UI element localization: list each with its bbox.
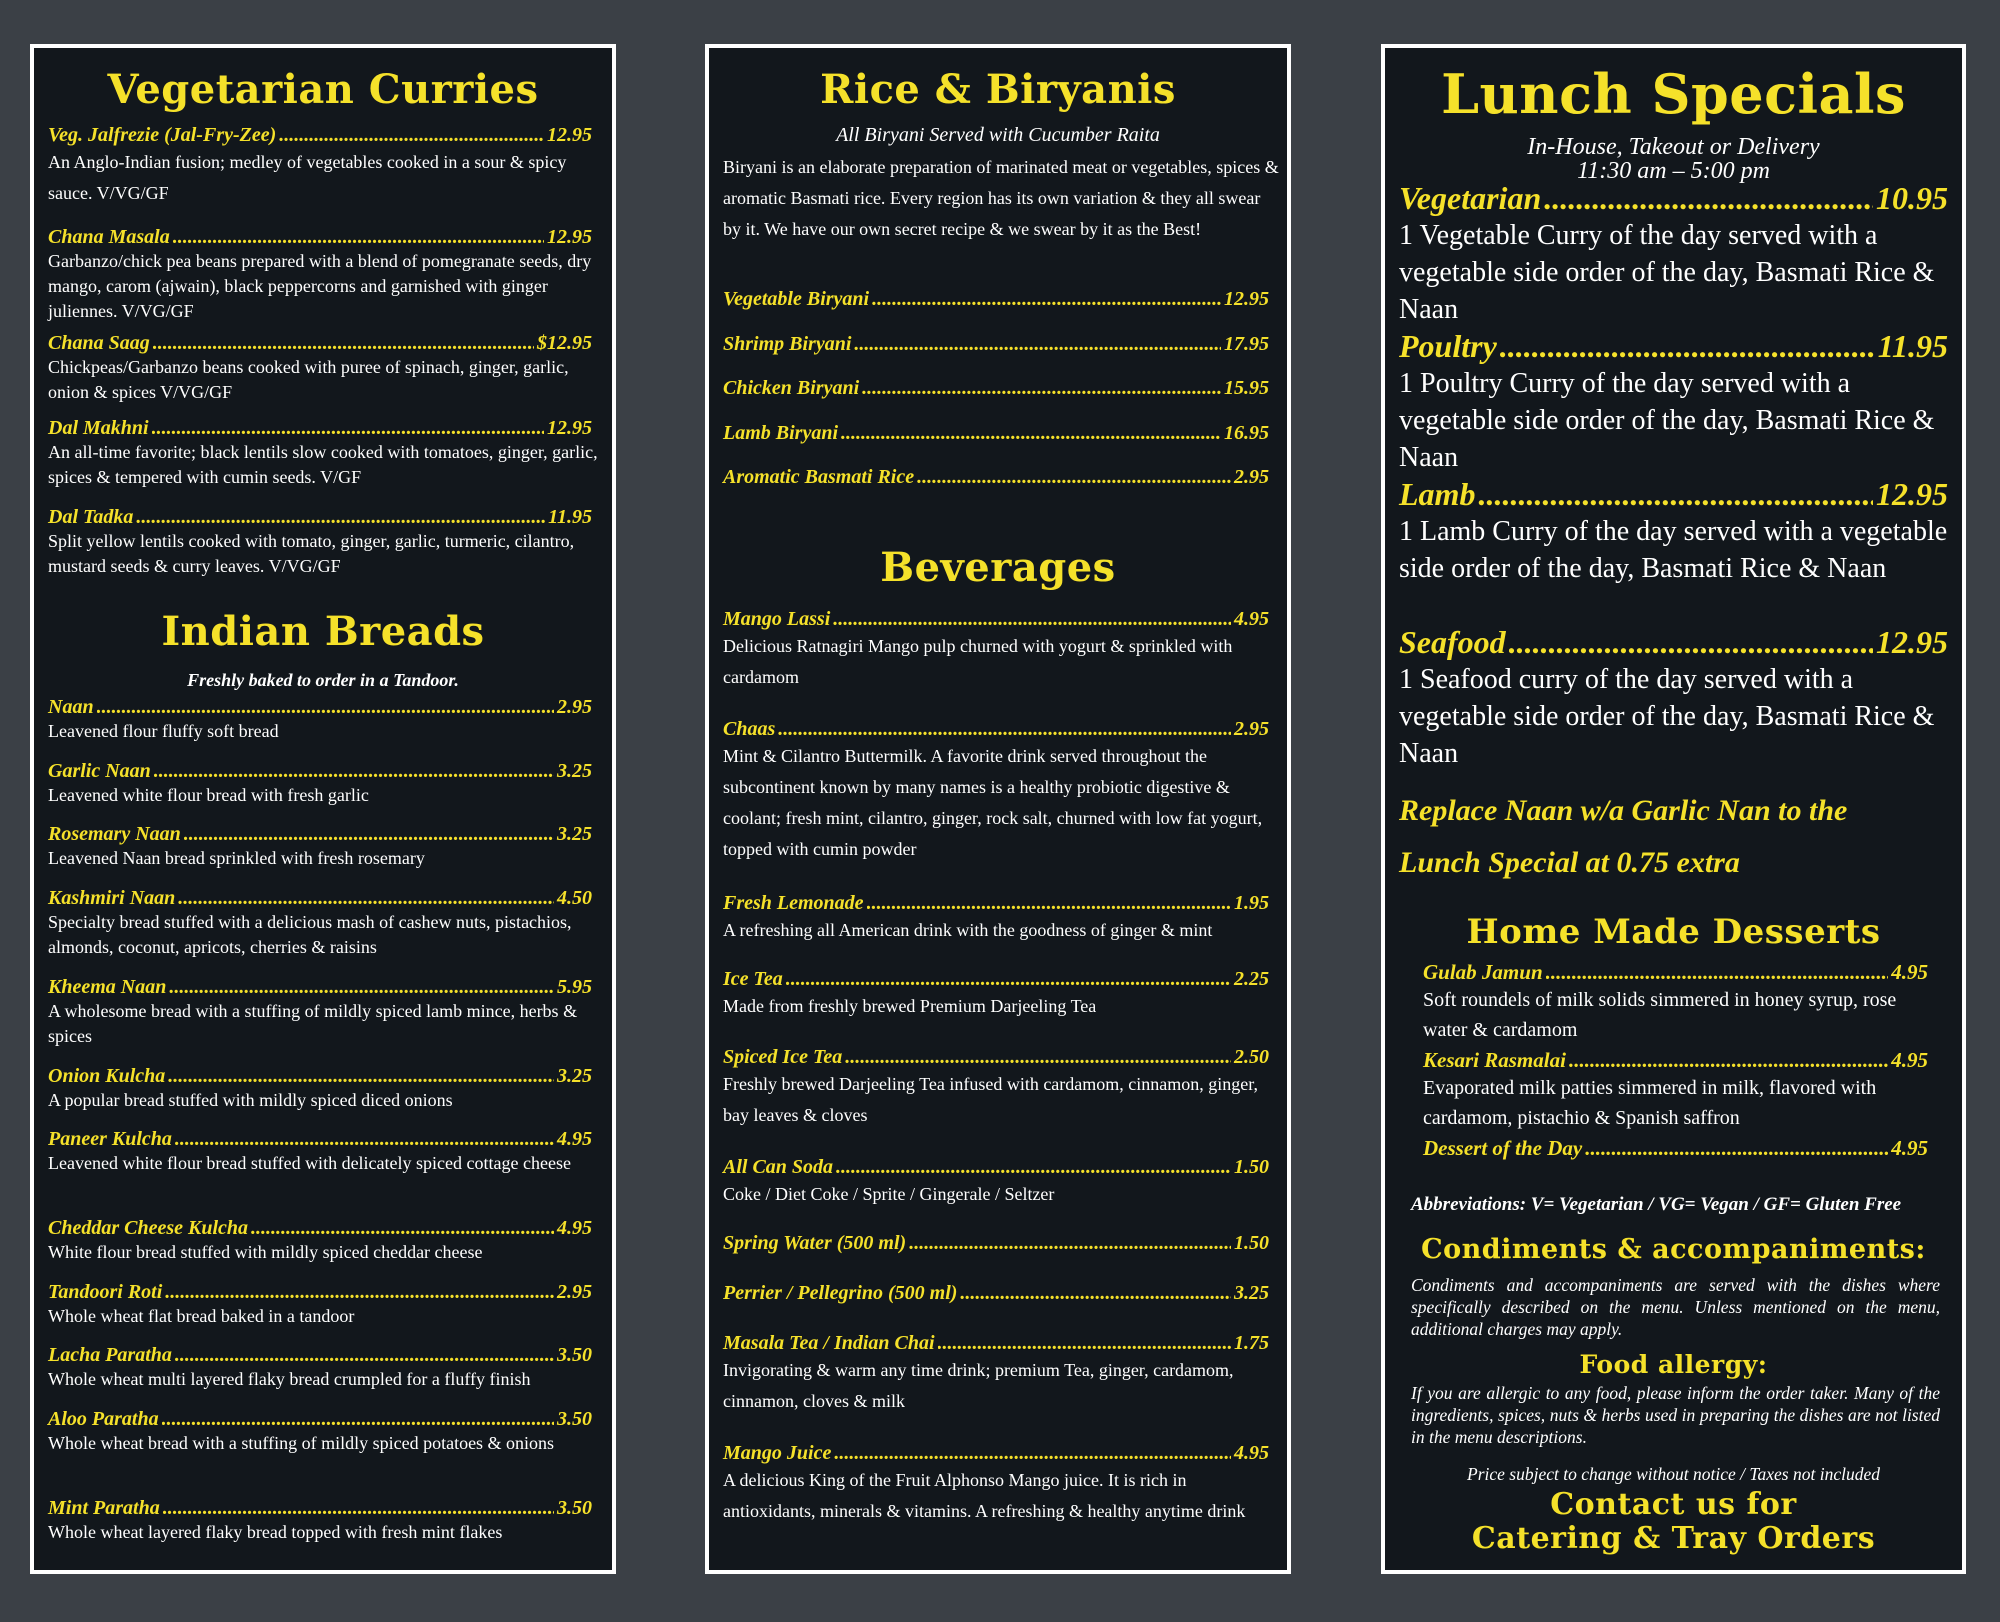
dot-leader [152,417,544,440]
menu-item-price: 3.50 [557,1497,592,1519]
menu-item-name: Mango Lassi [723,608,831,630]
menu-item-description: Coke / Diet Coke / Sprite / Gingerale / Seltzer [723,1184,1055,1204]
menu-item-header [1399,624,1948,661]
menu-item-header [48,823,592,846]
menu-item-price: 1.50 [1234,1156,1269,1178]
menu-item-name: Chicken Biryani [723,377,860,399]
dot-leader [153,332,534,355]
menu-item-description: Delicious Ratnagiri Mango pulp churned with yogurt & sprinkled with cardamom [723,636,1233,687]
menu-item-name: Chana Masala [48,226,170,248]
menu-item [48,506,592,579]
menu-item-price: 4.50 [557,887,592,909]
menu-item-price: 16.95 [1224,422,1269,444]
menu-item-price: 10.95 [1876,180,1948,216]
menu-item-name: Gulab Jamun [1423,960,1543,984]
menu-item [48,124,592,209]
menu-item-header [1423,1136,1928,1161]
menu-item-header [48,760,592,783]
menu-item [48,332,592,405]
menu-item-name: Spring Water (500 ml) [723,1232,907,1254]
menu-item [48,887,592,960]
menu-item-description: A popular bread stuffed with mildly spiced diced onions [48,1090,453,1110]
menu-item-price: 12.95 [547,124,592,146]
menu-item-price: 3.25 [1234,1282,1269,1304]
menu-item-price: 2.95 [557,696,592,718]
menu-item-name: Rosemary Naan [48,823,181,845]
menu-item-price: 2.95 [557,1281,592,1303]
menu-item-description: A delicious King of the Fruit Alphonso Mango juice. It is rich in antioxidants, minerals & vitamins. A refreshing & healthy anytime drink [723,1470,1246,1521]
menu-item-name: Naan [48,696,94,718]
menu-item-name: Tandoori Roti [48,1281,163,1303]
menu-item [723,422,1269,445]
menu-item-price: 4.95 [557,1217,592,1239]
menu-item [1399,476,1948,587]
menu-item [1423,1136,1928,1161]
menu-item-header [723,1442,1269,1465]
dot-leader [173,226,544,249]
menu-item-name: Dal Makhni [48,417,149,439]
menu-item-name: Masala Tea / Indian Chai [723,1332,935,1354]
menu-item-header [723,608,1269,631]
dot-leader [845,1046,1231,1069]
menu-item-price: 12.95 [1224,288,1269,310]
menu-item-name: Aromatic Basmati Rice [723,466,915,488]
menu-item [723,968,1269,1022]
menu-item-name: Dessert of the Day [1423,1136,1583,1160]
rice-heading: Rice & Biryanis [820,66,1176,113]
menu-item-description: An Anglo-Indian fusion; medley of vegetables cooked in a sour & spicy sauce. V/VG/GF [48,152,567,203]
menu-item-name: Lamb [1399,476,1476,512]
beverages-heading: Beverages [880,544,1116,591]
menu-item-header [48,1128,592,1151]
menu-item-description: Chickpeas/Garbanzo beans cooked with puree of spinach, ginger, garlic, onion & spices V/VG/GF [48,357,569,402]
menu-item [48,1128,592,1176]
menu-item [48,1344,592,1392]
menu-item-description: A refreshing all American drink with the goodness of ginger & mint [723,920,1213,940]
menu-item-description: Invigorating & warm any time drink; premium Tea, ginger, cardamom, cinnamon, cloves & milk [723,1360,1234,1411]
menu-item-header [48,887,592,910]
menu-item-header [723,288,1269,311]
dot-leader [163,1497,554,1520]
menu-item-price: 2.95 [1234,466,1269,488]
menu-item-header [723,377,1269,400]
menu-item-header [48,1065,592,1088]
menu-item-name: Mango Juice [723,1442,832,1464]
menu-item-description: Garbanzo/chick pea beans prepared with a blend of pomegranate seeds, dry mango, carom (ajwain), black peppercorns and garnished with ginger juliennes. V/VG/GF [48,251,592,321]
menu-item-name: Lamb Biryani [723,422,839,444]
menu-item-price: 4.95 [1234,608,1269,630]
dot-leader [178,887,554,910]
menu-item-description: Whole wheat layered flaky bread topped with fresh mint flakes [48,1522,503,1542]
menu-item-name: Chana Saag [48,332,150,354]
menu-item [48,696,592,744]
menu-item-name: Lacha Paratha [48,1344,172,1366]
menu-item-price: 2.95 [1234,718,1269,740]
menu-item-header [723,1156,1269,1179]
dot-leader [1544,180,1873,217]
menu-item-description: Mint & Cilantro Buttermilk. A favorite drink served throughout the subcontinent known by many names is a healthy probiotic digestive & coolant; fresh mint, cilantro, ginger, rock salt, churned with low fat yogurt, topped with cumin powder [723,746,1263,859]
menu-item-price: $12.95 [537,332,592,354]
menu-item [48,760,592,808]
menu-item-price: 11.95 [1877,328,1948,364]
menu-item-price: 1.75 [1234,1332,1269,1354]
menu-item-price: 4.95 [1891,1136,1928,1160]
menu-item-header [723,1232,1269,1255]
menu-item-header [723,466,1269,489]
menu-item-description: White flour bread stuffed with mildly spiced cheddar cheese [48,1242,483,1262]
menu-item-price: 11.95 [548,506,592,528]
menu-item-description: Freshly brewed Darjeeling Tea infused with cardamom, cinnamon, ginger, bay leaves & cloves [723,1074,1259,1125]
dot-leader [786,968,1231,991]
menu-item-header [1423,1048,1928,1073]
dot-leader [938,1332,1231,1355]
menu-item-name: Mint Paratha [48,1497,160,1519]
breads-heading: Indian Breads [161,608,485,655]
menu-item-description: Leavened Naan bread sprinkled with fresh rosemary [48,848,425,868]
menu-item-name: Onion Kulcha [48,1065,166,1087]
menu-item-header [48,332,592,355]
dot-leader [836,1156,1231,1179]
menu-item [48,976,592,1049]
menu-item-price: 3.25 [557,760,592,782]
allergy-heading: Food allergy: [1579,1350,1768,1379]
menu-item-price: 2.50 [1234,1046,1269,1068]
menu-item-name: Vegetarian [1399,180,1542,216]
menu-item-price: 15.95 [1224,377,1269,399]
dot-leader [862,377,1221,400]
menu-item-description: 1 Poultry Curry of the day served with a vegetable side order of the day, Basmati Rice & Naan [1399,368,1935,473]
menu-item [48,226,592,324]
abbreviations-note: Abbreviations: V= Vegetarian / VG= Vegan / GF= Gluten Free [1411,1194,1902,1215]
dot-leader [154,760,554,783]
menu-item [723,1046,1269,1131]
menu-item-header [48,976,592,999]
dot-leader [175,1128,554,1151]
menu-item [723,1332,1269,1417]
dot-leader [834,1442,1231,1465]
condiments-heading: Condiments & accompaniments: [1421,1234,1926,1265]
menu-item [723,288,1269,311]
dot-leader [162,1408,554,1431]
menu-item-name: Vegetable Biryani [723,288,870,310]
menu-item-description: 1 Lamb Curry of the day served with a vegetable side order of the day, Basmati Rice & Naan [1399,516,1948,584]
veg-curries-heading: Vegetarian Curries [107,66,539,113]
replace-naan-line-2: Lunch Special at 0.75 extra [1399,846,1740,879]
menu-item-name: Cheddar Cheese Kulcha [48,1217,249,1239]
menu-item-header [723,892,1269,915]
dot-leader [1585,1136,1888,1161]
menu-item-name: Kheema Naan [48,976,167,998]
menu-item [723,1282,1269,1305]
dot-leader [1569,1048,1888,1073]
menu-item-description: Made from freshly brewed Premium Darjeeling Tea [723,996,1097,1016]
menu-item-price: 2.25 [1234,968,1269,990]
menu-item-price: 3.25 [557,1065,592,1087]
menu-item-name: Paneer Kulcha [48,1128,172,1150]
menu-item [48,1497,592,1545]
menu-item [723,1442,1269,1527]
menu-item-header [48,124,592,147]
menu-item-price: 3.50 [557,1408,592,1430]
dot-leader [169,976,554,999]
menu-item [723,377,1269,400]
menu-item [1399,624,1948,772]
menu-item-description: Specialty bread stuffed with a delicious mash of cashew nuts, pistachios, almonds, coconut, apricots, cherries & raisins [48,912,572,957]
dot-leader [175,1344,554,1367]
menu-item [723,466,1269,489]
menu-item-price: 4.95 [557,1128,592,1150]
menu-item-header [723,1046,1269,1069]
menu-item-name: Shrimp Biryani [723,333,852,355]
menu-item [723,608,1269,693]
menu-item-description: Leavened white flour bread stuffed with delicately spiced cottage cheese [48,1153,571,1173]
menu-item-price: 3.50 [557,1344,592,1366]
menu-item [723,718,1269,865]
menu-item [1423,1048,1928,1133]
menu-item-header [48,1217,592,1240]
menu-item-price: 12.95 [1876,476,1948,512]
menu-item-price: 17.95 [1224,333,1269,355]
menu-item-header [48,226,592,249]
menu-item [1399,328,1948,476]
dot-leader [872,288,1221,311]
menu-item-price: 5.95 [557,976,592,998]
menu-item [48,823,592,871]
lunch-subtitle-1: In-House, Takeout or Delivery [1527,134,1820,160]
dot-leader [841,422,1221,445]
menu-item-price: 1.50 [1234,1232,1269,1254]
menu-item [1399,180,1948,328]
breads-subtitle: Freshly baked to order in a Tandoor. [187,670,459,690]
dot-leader [1546,960,1889,985]
menu-item-header [723,1282,1269,1305]
menu-item-header [723,718,1269,741]
menu-item-header [1399,328,1948,365]
dot-leader [1509,624,1873,661]
menu-item-header [1399,180,1948,217]
menu-item-header [1399,476,1948,513]
dot-leader [778,718,1231,741]
menu-item-description: Soft roundels of milk solids simmered in honey syrup, rose water & cardamom [1423,989,1897,1041]
dot-leader [165,1281,554,1304]
dot-leader [1500,328,1875,365]
contact-line-2: Catering & Tray Orders [1471,1521,1876,1556]
menu-panel-left [30,44,616,1574]
allergy-text: If you are allergic to any food, please inform the order taker. Many of the ingredients, spices, nuts & herbs used in preparing the dishes are not listed in the menu descriptions. [1411,1383,1940,1447]
menu-item-description: A wholesome bread with a stuffing of mildly spiced lamb mince, herbs & spices [48,1001,578,1046]
contact-line-1: Contact us for [1550,1487,1797,1522]
menu-panel-right [1381,44,1966,1574]
dot-leader [1478,476,1873,513]
menu-item-name: Spiced Ice Tea [723,1046,843,1068]
dot-leader [251,1217,554,1240]
menu-item-header [723,968,1269,991]
rice-subtitle: All Biryani Served with Cucumber Raita [836,124,1160,146]
menu-item-name: Ice Tea [723,968,783,990]
menu-item-header [48,1497,592,1520]
menu-item-name: Fresh Lemonade [723,892,864,914]
menu-item [48,1408,592,1456]
menu-item-header [1423,960,1928,985]
menu-item-name: Dal Tadka [48,506,134,528]
menu-item-price: 3.25 [557,823,592,845]
menu-item-name: Chaas [723,718,776,740]
dot-leader [279,124,544,147]
menu-item-header [723,1332,1269,1355]
menu-item-name: Poultry [1399,328,1497,364]
menu-item-header [48,1281,592,1304]
menu-item-header [48,417,592,440]
menu-item-description: Evaporated milk patties simmered in milk, flavored with cardamom, pistachio & Spanish saffron [1423,1077,1877,1129]
lunch-heading: Lunch Specials [1441,62,1906,126]
menu-item-price: 12.95 [547,417,592,439]
menu-item-name: Aloo Paratha [48,1408,159,1430]
dot-leader [184,823,554,846]
replace-naan-line-1: Replace Naan w/a Garlic Nan to the [1399,794,1848,827]
lunch-subtitle-2: 11:30 am – 5:00 pm [1577,158,1770,184]
menu-item [723,892,1269,946]
dot-leader [854,333,1221,356]
dot-leader [917,466,1231,489]
desserts-heading: Home Made Desserts [1466,912,1881,952]
dot-leader [867,892,1231,915]
dot-leader [136,506,545,529]
dot-leader [960,1282,1231,1305]
menu-panel-middle [705,44,1291,1574]
menu-item-price: 4.95 [1891,960,1928,984]
menu-item-price: 1.95 [1234,892,1269,914]
dot-leader [833,608,1231,631]
dot-leader [909,1232,1231,1255]
menu-item [1423,960,1928,1045]
menu-item-header [48,1408,592,1431]
menu-item-name: Kashmiri Naan [48,887,176,909]
menu-item [723,1156,1269,1210]
menu-item [723,1232,1269,1255]
menu-item-header [723,333,1269,356]
menu-item-name: Seafood [1399,624,1506,660]
menu-item-price: 4.95 [1891,1048,1928,1072]
menu-item-price: 12.95 [547,226,592,248]
menu-item-price: 12.95 [1876,624,1948,660]
menu-item-name: Kesari Rasmalai [1423,1048,1566,1072]
menu-item-name: Garlic Naan [48,760,151,782]
menu-item [48,1065,592,1113]
menu-item-header [48,506,592,529]
menu-item-description: An all-time favorite; black lentils slow cooked with tomatoes, ginger, garlic, spices & tempered with cumin seeds. V/GF [48,442,598,487]
menu-item-description: Leavened flour fluffy soft bread [48,721,279,741]
price-note: Price subject to change without notice / Taxes not included [1467,1464,1880,1484]
menu-item [48,1217,592,1265]
menu-item-description: 1 Vegetable Curry of the day served with a vegetable side order of the day, Basmati Rice & Naan [1399,220,1935,325]
menu-item [723,333,1269,356]
dot-leader [168,1065,554,1088]
menu-item [48,417,598,490]
menu-item-header [48,1344,592,1367]
menu-item-description: 1 Seafood curry of the day served with a vegetable side order of the day, Basmati Rice & Naan [1399,664,1935,769]
menu-item-description: Whole wheat flat bread baked in a tandoor [48,1306,355,1326]
menu-item-name: Veg. Jalfrezie (Jal-Fry-Zee) [48,124,277,146]
menu-item-name: Perrier / Pellegrino (500 ml) [723,1282,958,1304]
menu-item-price: 4.95 [1234,1442,1269,1464]
menu-item-header [48,696,592,719]
menu-item-header [723,422,1269,445]
menu-item-description: Whole wheat bread with a stuffing of mildly spiced potatoes & onions [48,1433,555,1453]
menu-item-description: Whole wheat multi layered flaky bread crumpled for a fluffy finish [48,1369,531,1389]
menu-item-description: Leavened white flour bread with fresh garlic [48,785,369,805]
dot-leader [97,696,554,719]
menu-item-name: All Can Soda [723,1156,834,1178]
condiments-text: Condiments and accompaniments are served with the dishes where specifically described on the menu. Unless mentioned on the menu, additional charges may apply. [1411,1275,1940,1339]
rice-intro: Biryani is an elaborate preparation of marinated meat or vegetables, spices & aromatic Basmati rice. Every region has its own variation & they all swear by it. We have our own secret recipe & we swear by it as the Best! [723,157,1279,239]
menu-item [48,1281,592,1329]
menu-item-description: Split yellow lentils cooked with tomato, ginger, garlic, turmeric, cilantro, mustard seeds & curry leaves. V/VG/GF [48,531,575,576]
